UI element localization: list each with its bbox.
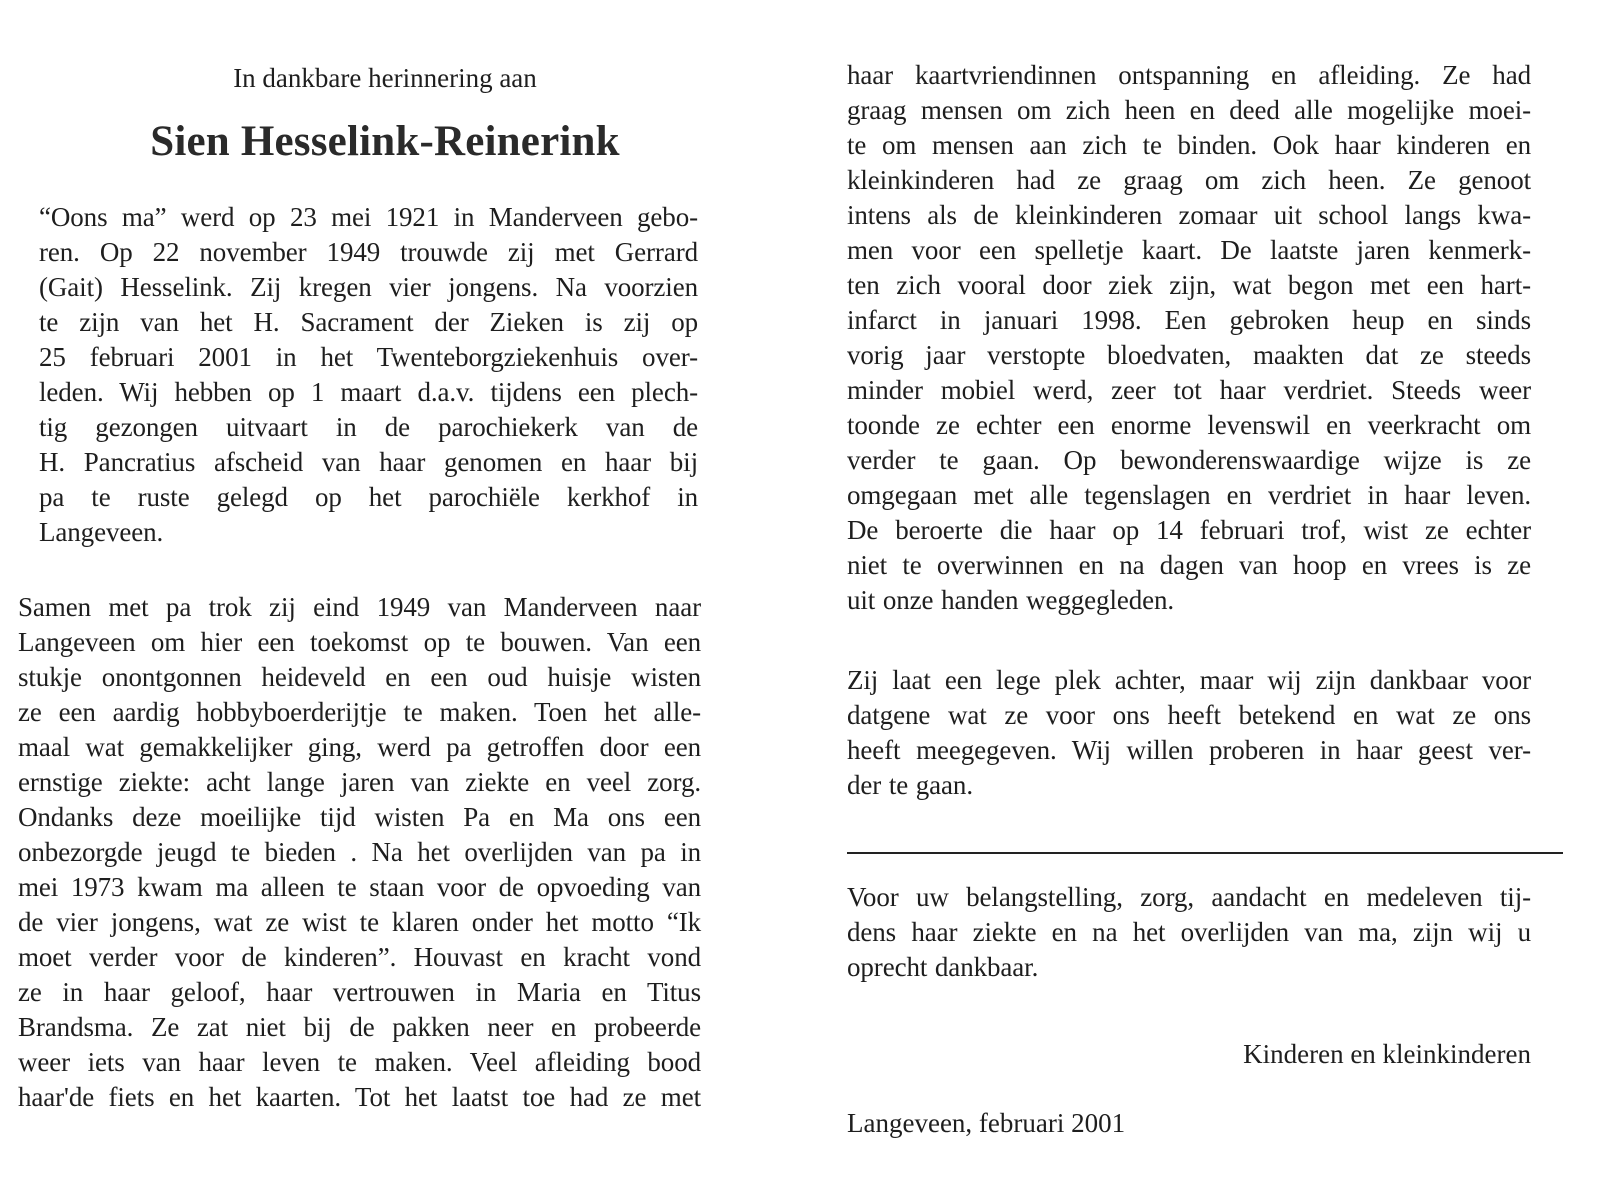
text-line: Zij laat een lege plek achter, maar wij zijn dankbaar voor [847,665,1531,695]
signature: Kinderen en kleinkinderen [1243,1039,1531,1069]
text-line: graag mensen om zich heen en deed alle mogelijke moei- [847,95,1531,125]
text-line: leden. Wij hebben op 1 maart d.a.v. tijdens een plech- [39,377,698,407]
text-line: minder mobiel werd, zeer tot haar verdriet. Steeds weer [847,375,1531,405]
text-line: (Gait) Hesselink. Zij kregen vier jongens. Na voorzien [39,272,698,302]
text-line: Langeveen. [39,517,164,547]
text-line: omgegaan met alle tegenslagen en verdriet in haar leven. [847,480,1531,510]
text-line: ren. Op 22 november 1949 trouwde zij met Gerrard [39,237,698,267]
text-line: te zijn van het H. Sacrament der Zieken is zij op [39,307,698,337]
text-line: niet te overwinnen en na dagen van hoop en vrees is ze [847,550,1531,580]
text-line: de vier jongens, wat ze wist te klaren onder het motto “Ik [18,907,701,937]
intro-line: In dankbare herinnering aan [233,63,537,93]
text-line: “Oons ma” werd op 23 mei 1921 in Manderveen gebo- [39,202,698,232]
text-line: onbezorgde jeugd te bieden . Na het overlijden van pa in [18,837,701,867]
text-line: 25 februari 2001 in het Twenteborgziekenhuis over- [39,342,698,372]
text-line: De beroerte die haar op 14 februari trof, wist ze echter [847,515,1531,545]
text-line: ze in haar geloof, haar vertrouwen in Maria en Titus [18,977,701,1007]
text-line: ze een aardig hobbyboerderijtje te maken. Toen het alle- [18,697,701,727]
text-line: der te gaan. [847,770,973,800]
biography-paragraph-3 [847,58,1531,618]
text-line: infarct in januari 1998. Een gebroken heup en sinds [847,305,1531,335]
gratitude-paragraph [847,663,1531,803]
text-line: uit onze handen weggegleden. [847,585,1175,615]
text-line: stukje onontgonnen heideveld en een oud huisje wisten [18,662,701,692]
text-line: Ondanks deze moeilijke tijd wisten Pa en Ma ons een [18,802,701,832]
text-line: verder te gaan. Op bewonderenswaardige wijze is ze [847,445,1531,475]
text-line: datgene wat ze voor ons heeft betekend en wat ze ons [847,700,1531,730]
text-line: Samen met pa trok zij eind 1949 van Manderveen naar [18,592,701,622]
thanks-paragraph [847,880,1531,985]
text-line: maal wat gemakkelijker ging, werd pa getroffen door een [18,732,701,762]
text-line: vorig jaar verstopte bloedvaten, maakten dat ze steeds [847,340,1531,370]
text-line: Voor uw belangstelling, zorg, aandacht en medeleven tij- [847,882,1531,912]
text-line: oprecht dankbaar. [847,952,1039,982]
text-line: heeft meegegeven. Wij willen proberen in haar geest ver- [847,735,1531,765]
text-line: haar'de fiets en het kaarten. Tot het laatst toe had ze met [18,1082,701,1112]
text-line: weer iets van haar leven te maken. Veel afleiding bood [18,1047,701,1077]
text-line: moet verder voor de kinderen”. Houvast en kracht vond [18,942,701,972]
biography-paragraph-1 [39,200,698,550]
place-and-date: Langeveen, februari 2001 [847,1108,1126,1138]
text-line: toonde ze echter een enorme levenswil en veerkracht om [847,410,1531,440]
text-line: dens haar ziekte en na het overlijden van ma, zijn wij u [847,917,1531,947]
text-line: H. Pancratius afscheid van haar genomen en haar bij [39,447,698,477]
text-line: kleinkinderen had ze graag om zich heen. Ze genoot [847,165,1531,195]
text-line: ernstige ziekte: acht lange jaren van ziekte en veel zorg. [18,767,701,797]
text-line: ten zich vooral door ziek zijn, wat begon met een hart- [847,270,1531,300]
biography-paragraph-2 [18,590,701,1115]
text-line: intens als de kleinkinderen zomaar uit school langs kwa- [847,200,1531,230]
horizontal-divider [847,852,1563,854]
deceased-name: Sien Hesselink-Reinerink [150,118,620,165]
text-line: Langeveen om hier een toekomst op te bouwen. Van een [18,627,701,657]
text-line: men voor een spelletje kaart. De laatste jaren kenmerk- [847,235,1531,265]
text-line: mei 1973 kwam ma alleen te staan voor de opvoeding van [18,872,701,902]
text-line: te om mensen aan zich te binden. Ook haar kinderen en [847,130,1531,160]
text-line: tig gezongen uitvaart in de parochiekerk van de [39,412,698,442]
text-line: pa te ruste gelegd op het parochiële kerkhof in [39,482,698,512]
page-fold [770,0,771,1200]
text-line: Brandsma. Ze zat niet bij de pakken neer en probeerde [18,1012,701,1042]
text-line: haar kaartvriendinnen ontspanning en afleiding. Ze had [847,60,1531,90]
